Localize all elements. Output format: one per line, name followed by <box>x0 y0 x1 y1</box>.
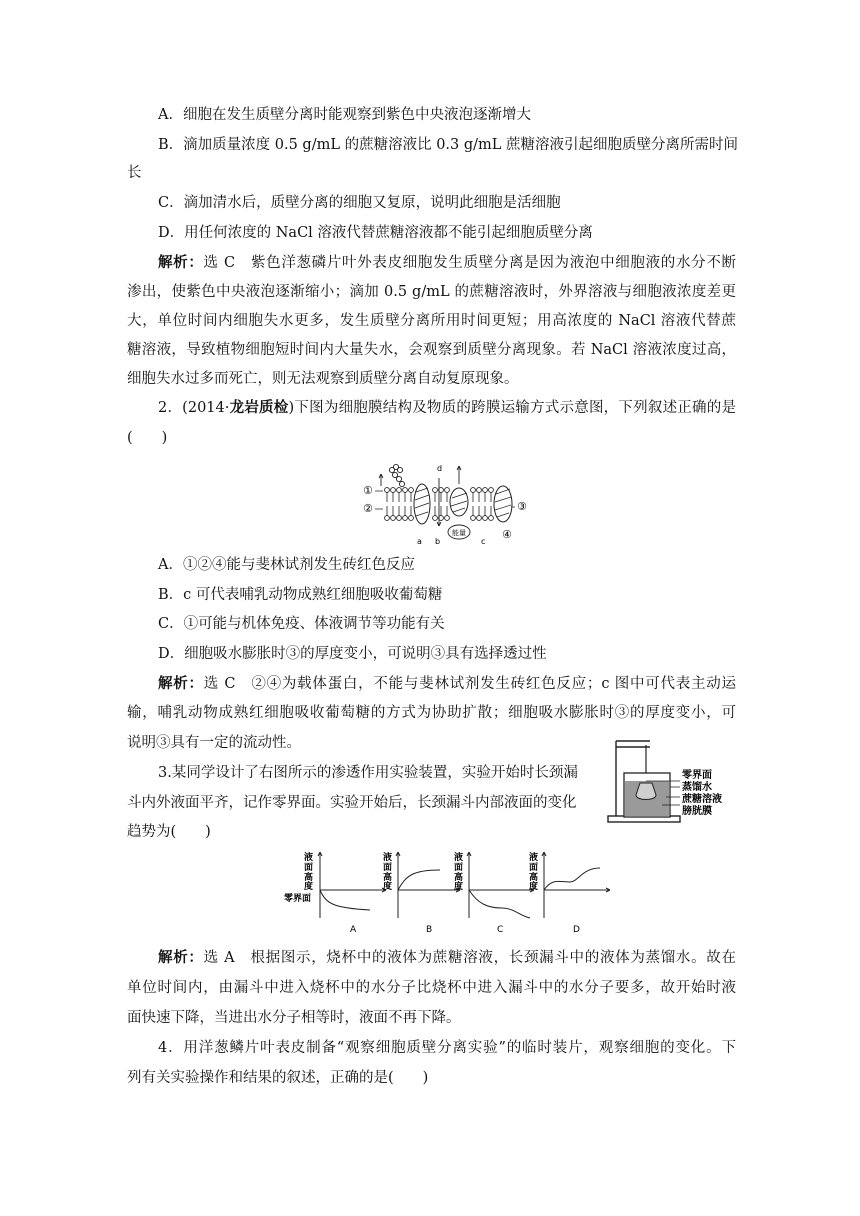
q3-stem-line3: 趋势为( ) <box>127 824 211 840</box>
apparatus-label-zero: 零界面 <box>682 770 712 781</box>
q2-analysis-line2: 输，哺乳动物成熟红细胞吸收葡萄糖的方式为协助扩散；细胞吸水膨胀时③的厚度变小，可 <box>127 705 736 721</box>
graph-b <box>396 852 460 918</box>
graph-c <box>467 852 534 918</box>
q1-option-d: D．用任何浓度的 NaCl 溶液代替蔗糖溶液都不能引起细胞质壁分离 <box>158 225 593 241</box>
graph-b-y2: 面 <box>383 863 393 873</box>
q1-option-b-line1: B．滴加质量浓度 0.5 g/mL 的蔗糖溶液比 0.3 g/mL 蔗糖溶液引起细胞质壁分离所需时间 <box>158 137 739 153</box>
q2-analysis-text1: 选 C ②④为载体蛋白，不能与斐林试剂发生砖红色反应；c 图中可代表主动运 <box>203 676 737 692</box>
analysis-label: 解析： <box>158 675 204 692</box>
q1-option-b-line2: 长 <box>127 165 142 181</box>
graph-d-y1: 液 <box>529 853 539 863</box>
label-1: ① <box>363 484 373 497</box>
q1-analysis-line3: 大，单位时间内细胞失水更多，发生质壁分离所用时间更短；用高浓度的 NaCl 溶液代替蔗 <box>127 313 736 329</box>
graph-c-y2: 面 <box>454 863 464 873</box>
q2-option-b: B．c 可代表哺乳动物成熟红细胞吸收葡萄糖 <box>158 587 443 603</box>
q4-stem-line1: 4．用洋葱鳞片叶表皮制备“观察细胞质壁分离实验”的临时装片，观察细胞的变化。下 <box>158 1040 736 1056</box>
curve-a <box>320 890 370 910</box>
graph-b-letter: B <box>426 925 433 934</box>
graph-a-y2: 面 <box>304 863 314 873</box>
glycoprotein-chain <box>389 464 404 486</box>
osmosis-apparatus-figure <box>604 735 754 825</box>
graph-a-y4: 度 <box>304 882 314 892</box>
q3-analysis-line2: 单位时间内，由漏斗中进入烧杯中的水分子比烧杯中进入漏斗中的水分子要多，故开始时液 <box>127 980 736 996</box>
label-2: ② <box>363 502 373 515</box>
q4-stem-line2: 列有关实验操作和结果的叙述，正确的是( ) <box>127 1070 429 1086</box>
q2-stem-suffix: )下图为细胞膜结构及物质的跨膜运输方式示意图，下列叙述正确的是 <box>288 400 736 416</box>
membrane-proteins <box>414 484 512 524</box>
q1-analysis-line5: 细胞失水过多而死亡，则无法观察到质壁分离自动复原现象。 <box>127 371 519 387</box>
graph-a <box>318 852 386 918</box>
label-c: c <box>481 537 486 546</box>
graph-a-y1: 液 <box>304 853 314 863</box>
q3-analysis-text1: 选 A 根据图示，烧杯中的液体为蔗糖溶液，长颈漏斗中的液体为蒸馏水。故在 <box>203 950 737 966</box>
apparatus-label-sucrose: 蔗糖溶液 <box>682 794 722 805</box>
graph-a-y3: 高 <box>304 873 314 883</box>
q3-analysis-line1 <box>158 948 736 968</box>
q1-option-a: A．细胞在发生质壁分离时能观察到紫色中央液泡逐渐增大 <box>158 107 531 123</box>
graph-c-y3: 高 <box>454 873 464 883</box>
funnel-body-overlay <box>636 783 656 800</box>
graph-d <box>542 852 610 918</box>
q3-analysis-line3: 面快速下降，当进出水分子相等时，液面不再下降。 <box>127 1010 461 1026</box>
graph-d-y3: 高 <box>529 873 539 883</box>
graph-a-zero: 零界面 <box>284 894 312 904</box>
liquid-level-graphs <box>282 848 622 934</box>
curve-c <box>469 890 530 918</box>
label-3: ③ <box>517 500 527 513</box>
q3-stem-line1: 3.某同学设计了右图所示的渗透作用实验装置，实验开始时长颈漏 <box>158 765 578 781</box>
q2-analysis-line3: 说明③具有一定的流动性。 <box>127 735 301 751</box>
label-b: b <box>435 537 441 546</box>
membrane-transport-figure <box>355 460 535 550</box>
curve-d <box>544 868 600 890</box>
analysis-label: 解析： <box>158 949 204 966</box>
q1-option-c: C．滴加清水后，质壁分离的细胞又复原，说明此细胞是活细胞 <box>158 195 561 211</box>
q2-stem-paren: ( ) <box>127 430 168 446</box>
q2-stem-prefix: 2．(2014· <box>158 400 230 416</box>
curve-b <box>398 870 440 890</box>
label-a: a <box>417 537 422 546</box>
q1-analysis-text1: 选 C 紫色洋葱磷片叶外表皮细胞发生质壁分离是因为液泡中细胞液的水分不断 <box>203 255 737 271</box>
q2-analysis-line1 <box>158 674 736 694</box>
graph-c-y4: 度 <box>454 882 464 892</box>
graph-a-letter: A <box>350 925 357 934</box>
apparatus-label-water: 蒸馏水 <box>682 782 712 793</box>
energy-label: 能量 <box>452 529 466 537</box>
analysis-label: 解析： <box>158 254 204 271</box>
graph-c-letter: C <box>497 925 504 934</box>
graph-b-y3: 高 <box>383 873 393 883</box>
apparatus-label-membrane: 膀胱膜 <box>682 806 712 817</box>
q1-analysis-line2: 渗出，使紫色中央液泡逐渐缩小；滴加 0.5 g/mL 的蔗糖溶液时，外界溶液与细胞液浓度差更 <box>127 284 736 300</box>
graph-d-y2: 面 <box>529 863 539 873</box>
graph-d-letter: D <box>573 925 580 934</box>
graph-b-y1: 液 <box>383 853 393 863</box>
q2-option-d: D．细胞吸水膨胀时③的厚度变小，可说明③具有选择透过性 <box>158 646 547 662</box>
q1-analysis-line1 <box>158 253 736 273</box>
graph-b-y4: 度 <box>383 882 393 892</box>
q2-stem-line1 <box>158 398 736 418</box>
q2-option-c: C．①可能与机体免疫、体液调节等功能有关 <box>158 616 445 632</box>
graph-c-y1: 液 <box>454 853 464 863</box>
graph-d-y4: 度 <box>529 882 539 892</box>
label-d: d <box>437 464 443 473</box>
q1-analysis-line4: 糖溶液，导致植物细胞短时间内大量失水，会观察到质壁分离现象。若 NaCl 溶液浓度过高， <box>127 342 736 358</box>
q2-stem-source: 龙岩质检 <box>229 399 289 416</box>
label-4: ④ <box>502 528 512 541</box>
q3-stem-line2: 斗内外液面平齐，记作零界面。实验开始后，长颈漏斗内部液面的变化 <box>127 795 577 811</box>
q2-option-a: A．①②④能与斐林试剂发生砖红色反应 <box>158 557 415 573</box>
